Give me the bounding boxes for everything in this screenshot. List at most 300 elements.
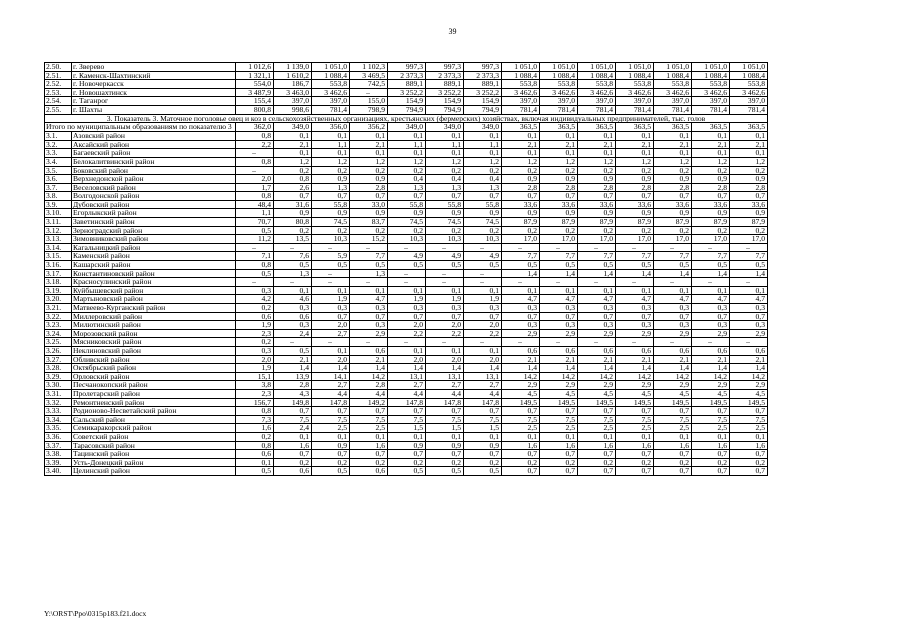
value-cell: 2,5 xyxy=(578,424,616,433)
value-cell: 794,9 xyxy=(426,105,464,114)
value-cell: 1,2 xyxy=(388,157,426,166)
value-cell: 14,1 xyxy=(312,372,350,381)
value-cell: 149,5 xyxy=(540,398,578,407)
value-cell: 0,5 xyxy=(616,261,654,270)
value-cell: 0,7 xyxy=(692,407,730,416)
value-cell: 0,1 xyxy=(730,432,768,441)
value-cell: 4,5 xyxy=(540,389,578,398)
table-body-section-2 xyxy=(45,63,768,115)
municipality-name: Азовский район xyxy=(72,132,236,141)
value-cell: 4,2 xyxy=(236,295,274,304)
value-cell: 1,2 xyxy=(654,157,692,166)
value-cell: 4,9 xyxy=(388,252,426,261)
value-cell: 0,7 xyxy=(692,450,730,459)
value-cell: 0,7 xyxy=(464,450,502,459)
value-cell: 0,2 xyxy=(312,458,350,467)
value-cell: 0,7 xyxy=(312,192,350,201)
value-cell: 0,1 xyxy=(426,346,464,355)
value-cell: 33,0 xyxy=(350,200,388,209)
value-cell: 4,5 xyxy=(578,389,616,398)
value-cell: 0,2 xyxy=(350,166,388,175)
value-cell: 10,3 xyxy=(426,235,464,244)
municipality-name: г. Зверево xyxy=(72,63,236,72)
value-cell: 0,2 xyxy=(236,304,274,313)
value-cell: 0,7 xyxy=(426,312,464,321)
value-cell: 0,7 xyxy=(312,407,350,416)
value-cell: 0,3 xyxy=(578,321,616,330)
value-cell: 0,7 xyxy=(578,450,616,459)
value-cell: 0,3 xyxy=(730,304,768,313)
value-cell: 3 252,2 xyxy=(464,88,502,97)
value-cell: 55,8 xyxy=(312,200,350,209)
table-row xyxy=(45,183,768,192)
value-cell: 154,9 xyxy=(426,97,464,106)
municipality-name: Мартыновский район xyxy=(72,295,236,304)
value-cell: 0,7 xyxy=(464,312,502,321)
value-cell: 1,4 xyxy=(502,364,540,373)
municipality-name: Боковский район xyxy=(72,166,236,175)
value-cell: 3 462,6 xyxy=(312,88,350,97)
value-cell: – xyxy=(616,338,654,347)
value-cell: 2,4 xyxy=(274,329,312,338)
value-cell: 0,5 xyxy=(388,261,426,270)
value-cell: 781,4 xyxy=(502,105,540,114)
municipality-name: Семикаракорский район xyxy=(72,424,236,433)
value-cell: 0,4 xyxy=(426,175,464,184)
value-cell: 0,2 xyxy=(274,166,312,175)
value-cell: 0,3 xyxy=(502,321,540,330)
value-cell: 4,5 xyxy=(616,389,654,398)
value-cell: 2,7 xyxy=(312,329,350,338)
value-cell: 0,1 xyxy=(616,432,654,441)
value-cell: 0,3 xyxy=(274,321,312,330)
section-title: 3. Показатель 3. Маточное поголовье овец и коз в сельскохозяйственных организациях, крестьянских (фермерских) хозяйствах, включая индивидуальных предпринимателей, тыс. голов xyxy=(45,114,768,123)
value-cell: 0,3 xyxy=(502,304,540,313)
value-cell: 0,1 xyxy=(274,132,312,141)
value-cell: 0,8 xyxy=(236,407,274,416)
value-cell: 0,1 xyxy=(730,132,768,141)
value-cell: 0,5 xyxy=(502,261,540,270)
value-cell: 0,1 xyxy=(654,432,692,441)
row-number: 3.39. xyxy=(45,458,72,467)
value-cell: 0,7 xyxy=(502,467,540,476)
value-cell: 2,9 xyxy=(578,381,616,390)
table-row xyxy=(45,278,768,287)
value-cell: 1,4 xyxy=(540,269,578,278)
value-cell: 7,5 xyxy=(654,415,692,424)
value-cell: 0,2 xyxy=(730,458,768,467)
row-number: 3.6. xyxy=(45,175,72,184)
value-cell: 1,6 xyxy=(540,441,578,450)
value-cell: 553,8 xyxy=(502,80,540,89)
value-cell: 2,8 xyxy=(616,183,654,192)
value-cell: 1,4 xyxy=(350,364,388,373)
table-row xyxy=(45,432,768,441)
row-number: 3.11. xyxy=(45,218,72,227)
value-cell: 2 373,3 xyxy=(464,71,502,80)
value-cell: 0,3 xyxy=(464,304,502,313)
value-cell: – xyxy=(654,278,692,287)
value-cell: 0,7 xyxy=(730,192,768,201)
value-cell: 2,8 xyxy=(730,183,768,192)
value-cell: 0,7 xyxy=(578,467,616,476)
municipality-name: Сальский район xyxy=(72,415,236,424)
value-cell: 1 139,0 xyxy=(274,63,312,72)
value-cell: 0,1 xyxy=(540,132,578,141)
value-cell: 4,7 xyxy=(502,295,540,304)
row-number: 3.4. xyxy=(45,157,72,166)
municipality-name: Тарасовский район xyxy=(72,441,236,450)
value-cell: 1,2 xyxy=(464,157,502,166)
value-cell: 3 462,6 xyxy=(654,88,692,97)
value-cell: – xyxy=(616,243,654,252)
value-cell: 1,2 xyxy=(692,157,730,166)
value-cell: 397,0 xyxy=(730,97,768,106)
value-cell: 0,8 xyxy=(236,192,274,201)
value-cell: 997,3 xyxy=(426,63,464,72)
value-cell: 0,1 xyxy=(350,286,388,295)
value-cell: 2,8 xyxy=(540,183,578,192)
value-cell: 0,1 xyxy=(312,149,350,158)
value-cell: 0,7 xyxy=(540,192,578,201)
value-cell: 2,5 xyxy=(312,424,350,433)
value-cell: 781,4 xyxy=(616,105,654,114)
table-row xyxy=(45,218,768,227)
total-cell: 363,5 xyxy=(730,123,768,132)
value-cell: 3 462,6 xyxy=(730,88,768,97)
value-cell: 4,7 xyxy=(692,295,730,304)
value-cell: 87,9 xyxy=(502,218,540,227)
value-cell: 1 321,1 xyxy=(236,71,274,80)
value-cell: 14,2 xyxy=(616,372,654,381)
value-cell: 0,2 xyxy=(464,226,502,235)
value-cell: 0,9 xyxy=(616,209,654,218)
row-number: 3.1. xyxy=(45,132,72,141)
value-cell: 0,1 xyxy=(578,432,616,441)
value-cell: – xyxy=(312,269,350,278)
value-cell: 1,3 xyxy=(274,269,312,278)
total-cell: 363,5 xyxy=(540,123,578,132)
value-cell: 147,8 xyxy=(388,398,426,407)
value-cell: 0,7 xyxy=(654,467,692,476)
value-cell: 3 469,5 xyxy=(350,71,388,80)
value-cell: 1 051,0 xyxy=(730,63,768,72)
row-number: 3.17. xyxy=(45,269,72,278)
value-cell: 0,9 xyxy=(312,209,350,218)
value-cell: 7,5 xyxy=(692,415,730,424)
value-cell: 7,5 xyxy=(274,415,312,424)
value-cell: 1,1 xyxy=(312,140,350,149)
value-cell: 2,0 xyxy=(464,321,502,330)
value-cell: 1,4 xyxy=(464,364,502,373)
value-cell: 1,3 xyxy=(312,183,350,192)
value-cell: – xyxy=(578,278,616,287)
value-cell: 781,4 xyxy=(312,105,350,114)
value-cell: 186,7 xyxy=(274,80,312,89)
value-cell: 0,9 xyxy=(426,441,464,450)
value-cell: 0,9 xyxy=(616,175,654,184)
value-cell: 2,8 xyxy=(654,183,692,192)
value-cell: 2,2 xyxy=(426,329,464,338)
table-row xyxy=(45,149,768,158)
value-cell: 4,4 xyxy=(312,389,350,398)
value-cell: 149,5 xyxy=(730,398,768,407)
municipality-name: Тацинский район xyxy=(72,450,236,459)
value-cell: 149,5 xyxy=(654,398,692,407)
value-cell: 3 252,2 xyxy=(426,88,464,97)
value-cell: 0,7 xyxy=(502,312,540,321)
value-cell: – xyxy=(616,278,654,287)
value-cell: 0,7 xyxy=(616,450,654,459)
value-cell: 0,7 xyxy=(730,450,768,459)
value-cell: 3 462,6 xyxy=(540,88,578,97)
value-cell: 14,2 xyxy=(350,372,388,381)
municipality-name: Мясниковский район xyxy=(72,338,236,347)
value-cell: 0,2 xyxy=(350,226,388,235)
value-cell: 149,5 xyxy=(692,398,730,407)
municipality-name: Ремонтненский район xyxy=(72,398,236,407)
value-cell: – xyxy=(502,243,540,252)
value-cell: – xyxy=(312,278,350,287)
table-row xyxy=(45,88,768,97)
value-cell: 0,9 xyxy=(730,209,768,218)
value-cell: 0,2 xyxy=(730,226,768,235)
value-cell: 1 088,4 xyxy=(540,71,578,80)
value-cell: 0,1 xyxy=(730,286,768,295)
value-cell: 0,2 xyxy=(388,458,426,467)
value-cell: 0,7 xyxy=(388,192,426,201)
value-cell: 0,5 xyxy=(236,467,274,476)
value-cell: 0,1 xyxy=(388,132,426,141)
value-cell: 997,3 xyxy=(464,63,502,72)
row-number: 3.37. xyxy=(45,441,72,450)
value-cell: 1 051,0 xyxy=(578,63,616,72)
value-cell: – xyxy=(236,166,274,175)
table-row xyxy=(45,355,768,364)
value-cell: 147,8 xyxy=(464,398,502,407)
value-cell: 0,7 xyxy=(654,312,692,321)
value-cell: 3,8 xyxy=(236,381,274,390)
value-cell: 1,4 xyxy=(312,364,350,373)
value-cell: 0,2 xyxy=(426,226,464,235)
section-title-row xyxy=(45,114,768,123)
value-cell: 1,5 xyxy=(388,424,426,433)
value-cell: 0,9 xyxy=(692,209,730,218)
value-cell: – xyxy=(464,269,502,278)
value-cell: 4,7 xyxy=(578,295,616,304)
total-cell: 362,0 xyxy=(236,123,274,132)
value-cell: 0,2 xyxy=(692,226,730,235)
indicator-table xyxy=(44,62,768,476)
value-cell: 74,5 xyxy=(464,218,502,227)
value-cell: 0,8 xyxy=(274,175,312,184)
value-cell: 7,7 xyxy=(692,252,730,261)
value-cell: 0,2 xyxy=(540,226,578,235)
value-cell: 2 373,3 xyxy=(388,71,426,80)
value-cell: 0,8 xyxy=(236,261,274,270)
value-cell: 0,7 xyxy=(692,192,730,201)
value-cell: 1,4 xyxy=(654,364,692,373)
value-cell: – xyxy=(578,243,616,252)
value-cell: – xyxy=(692,338,730,347)
value-cell: 74,5 xyxy=(312,218,350,227)
value-cell: 74,5 xyxy=(426,218,464,227)
total-cell: 363,5 xyxy=(616,123,654,132)
total-cell: 349,0 xyxy=(464,123,502,132)
value-cell: 4,7 xyxy=(540,295,578,304)
value-cell: 2,4 xyxy=(274,424,312,433)
value-cell: 2,2 xyxy=(236,140,274,149)
value-cell: 2,1 xyxy=(654,140,692,149)
value-cell: 0,1 xyxy=(312,132,350,141)
value-cell: 0,1 xyxy=(464,432,502,441)
value-cell: 33,6 xyxy=(502,200,540,209)
value-cell: 10,3 xyxy=(312,235,350,244)
table-row xyxy=(45,381,768,390)
value-cell: 10,3 xyxy=(464,235,502,244)
value-cell: 2,5 xyxy=(654,424,692,433)
value-cell: 0,9 xyxy=(350,175,388,184)
table-section-3-header xyxy=(45,114,768,132)
value-cell: 742,5 xyxy=(350,80,388,89)
value-cell: 0,3 xyxy=(578,304,616,313)
table-row xyxy=(45,269,768,278)
value-cell: 55,8 xyxy=(388,200,426,209)
value-cell: – xyxy=(388,338,426,347)
table-row xyxy=(45,295,768,304)
value-cell: 0,5 xyxy=(426,467,464,476)
value-cell: 2,2 xyxy=(464,329,502,338)
value-cell: 33,6 xyxy=(578,200,616,209)
value-cell: 0,1 xyxy=(540,149,578,158)
value-cell: 17,0 xyxy=(654,235,692,244)
value-cell: 0,3 xyxy=(616,321,654,330)
table-row xyxy=(45,441,768,450)
value-cell: 997,3 xyxy=(388,63,426,72)
value-cell: 33,6 xyxy=(540,200,578,209)
value-cell: 397,0 xyxy=(274,97,312,106)
table-row xyxy=(45,200,768,209)
value-cell: 0,1 xyxy=(350,132,388,141)
value-cell: 0,2 xyxy=(274,458,312,467)
value-cell: 0,5 xyxy=(654,261,692,270)
value-cell: 0,5 xyxy=(312,467,350,476)
value-cell: 397,0 xyxy=(578,97,616,106)
value-cell: 0,7 xyxy=(502,450,540,459)
value-cell: 0,2 xyxy=(692,166,730,175)
row-number: 3.5. xyxy=(45,166,72,175)
value-cell: 0,1 xyxy=(426,149,464,158)
value-cell: 7,5 xyxy=(730,415,768,424)
value-cell: 2,0 xyxy=(388,355,426,364)
value-cell: 0,6 xyxy=(692,346,730,355)
value-cell: 1,2 xyxy=(730,157,768,166)
table-row xyxy=(45,261,768,270)
value-cell: 0,5 xyxy=(464,467,502,476)
value-cell: 0,9 xyxy=(464,441,502,450)
municipality-name: Милютинский район xyxy=(72,321,236,330)
value-cell: 0,2 xyxy=(654,458,692,467)
value-cell: 0,1 xyxy=(274,149,312,158)
value-cell: 1,2 xyxy=(274,157,312,166)
value-cell: 794,9 xyxy=(388,105,426,114)
value-cell: 0,2 xyxy=(502,458,540,467)
table-row xyxy=(45,407,768,416)
value-cell: 149,2 xyxy=(350,398,388,407)
value-cell: 0,9 xyxy=(312,441,350,450)
value-cell: 1,4 xyxy=(426,364,464,373)
value-cell: 0,1 xyxy=(654,149,692,158)
value-cell: 2,8 xyxy=(578,183,616,192)
value-cell: 794,9 xyxy=(464,105,502,114)
value-cell: – xyxy=(274,278,312,287)
value-cell: 11,2 xyxy=(236,235,274,244)
value-cell: 87,9 xyxy=(540,218,578,227)
value-cell: 0,2 xyxy=(730,166,768,175)
value-cell: 2,1 xyxy=(692,140,730,149)
value-cell: 0,7 xyxy=(540,407,578,416)
value-cell: 33,6 xyxy=(730,200,768,209)
table-row xyxy=(45,458,768,467)
value-cell: 0,9 xyxy=(540,209,578,218)
value-cell: 0,7 xyxy=(540,450,578,459)
value-cell: 0,5 xyxy=(426,261,464,270)
value-cell: 553,8 xyxy=(578,80,616,89)
row-number: 3.15. xyxy=(45,252,72,261)
value-cell: 1,4 xyxy=(388,364,426,373)
value-cell: 0,5 xyxy=(578,261,616,270)
total-cell: 363,5 xyxy=(692,123,730,132)
table-body-section-3 xyxy=(45,132,768,476)
value-cell: 0,1 xyxy=(692,149,730,158)
municipality-name: Усть-Донецкий район xyxy=(72,458,236,467)
municipality-name: Песчанокопский район xyxy=(72,381,236,390)
value-cell: 2,1 xyxy=(730,355,768,364)
value-cell: 0,1 xyxy=(350,432,388,441)
value-cell: 998,6 xyxy=(274,105,312,114)
municipality-name: Зимовниковский район xyxy=(72,235,236,244)
value-cell: – xyxy=(426,278,464,287)
table-row xyxy=(45,415,768,424)
value-cell: 2,1 xyxy=(616,355,654,364)
value-cell: 1,6 xyxy=(502,441,540,450)
value-cell: 0,6 xyxy=(540,346,578,355)
value-cell: 0,9 xyxy=(426,209,464,218)
value-cell: 2,1 xyxy=(616,140,654,149)
municipality-name: Родионово-Несветайский район xyxy=(72,407,236,416)
value-cell: 4,5 xyxy=(692,389,730,398)
value-cell: 1,4 xyxy=(692,364,730,373)
value-cell: – xyxy=(502,338,540,347)
value-cell: 0,1 xyxy=(654,286,692,295)
value-cell: 1 088,4 xyxy=(730,71,768,80)
value-cell: 0,9 xyxy=(540,175,578,184)
value-cell: – xyxy=(350,243,388,252)
row-number: 3.16. xyxy=(45,261,72,270)
value-cell: 0,3 xyxy=(388,304,426,313)
value-cell: 0,7 xyxy=(274,192,312,201)
value-cell: 4,4 xyxy=(464,389,502,398)
value-cell: 781,4 xyxy=(540,105,578,114)
value-cell: – xyxy=(464,243,502,252)
value-cell: 4,3 xyxy=(274,389,312,398)
value-cell: 0,1 xyxy=(312,286,350,295)
municipality-name: Багаевский район xyxy=(72,149,236,158)
municipality-name: Веселовский район xyxy=(72,183,236,192)
value-cell: 0,1 xyxy=(616,132,654,141)
value-cell: 4,7 xyxy=(350,295,388,304)
value-cell: 553,8 xyxy=(654,80,692,89)
